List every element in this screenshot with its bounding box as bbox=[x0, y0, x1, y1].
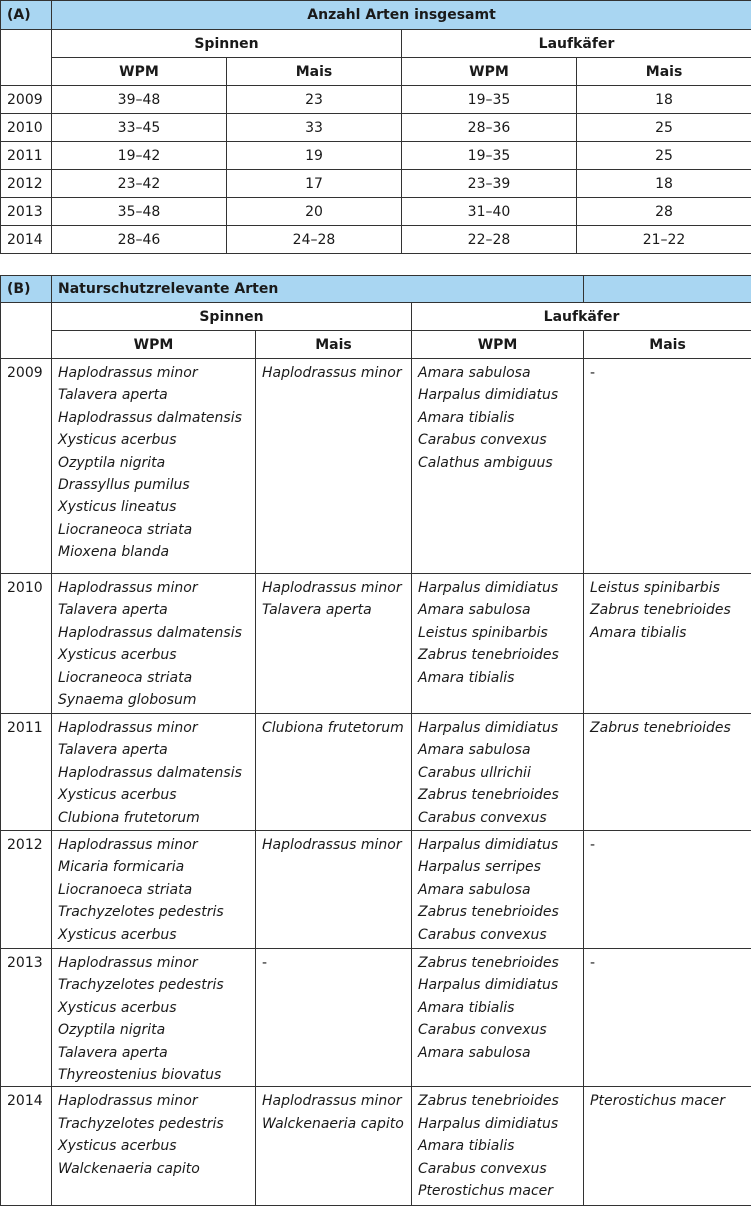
table-b-conservation-species bbox=[0, 275, 751, 1206]
species-name: Zabrus tenebrioides bbox=[418, 644, 577, 666]
species-cell bbox=[52, 949, 256, 1087]
table-a-row bbox=[1, 142, 751, 170]
species-name: Harpalus serripes bbox=[418, 856, 577, 878]
year-label: 2010 bbox=[7, 577, 51, 599]
species-name: Amara sabulosa bbox=[418, 362, 577, 384]
table-b-title: Naturschutzrelevante Arten bbox=[52, 276, 584, 303]
species-name: Talavera aperta bbox=[58, 1042, 249, 1064]
empty-dash: - bbox=[590, 952, 745, 974]
year-cell: 2013 bbox=[1, 198, 52, 226]
year-cell: 2011 bbox=[1, 142, 52, 170]
species-cell bbox=[52, 1087, 256, 1206]
value-cell: 19–42 bbox=[52, 142, 227, 170]
species-name: Liocraneoca striata bbox=[58, 519, 249, 541]
species-name: Haplodrassus minor bbox=[58, 1090, 249, 1112]
year-cell bbox=[1, 949, 52, 1087]
species-name: Thyreostenius biovatus bbox=[58, 1064, 249, 1086]
species-cell bbox=[52, 714, 256, 831]
species-name: Clubiona frutetorum bbox=[262, 717, 405, 739]
year-cell: 2009 bbox=[1, 86, 52, 114]
value-cell: 19–35 bbox=[402, 86, 577, 114]
species-cell bbox=[584, 714, 751, 831]
value-cell: 24–28 bbox=[227, 226, 402, 254]
value-cell: 25 bbox=[577, 142, 751, 170]
species-cell bbox=[52, 831, 256, 949]
species-name: Haplodrassus minor bbox=[58, 577, 249, 599]
table-b-row bbox=[1, 714, 751, 831]
value-cell: 25 bbox=[577, 114, 751, 142]
year-label: 2009 bbox=[7, 362, 51, 384]
species-name: Talavera aperta bbox=[58, 599, 249, 621]
table-a-subheader: WPM bbox=[402, 58, 577, 86]
species-cell bbox=[584, 949, 751, 1087]
species-name: Clubiona frutetorum bbox=[58, 807, 249, 829]
table-a-subheader: Mais bbox=[227, 58, 402, 86]
species-cell bbox=[412, 949, 584, 1087]
year-label: 2013 bbox=[7, 952, 51, 974]
species-name: Zabrus tenebrioides bbox=[418, 901, 577, 923]
year-label: 2012 bbox=[7, 834, 51, 856]
species-name: Ozyptila nigrita bbox=[58, 452, 249, 474]
table-b-title-empty bbox=[584, 276, 751, 303]
value-cell: 23–39 bbox=[402, 170, 577, 198]
species-cell bbox=[584, 574, 751, 714]
species-cell bbox=[584, 359, 751, 574]
species-name: Leistus spinibarbis bbox=[418, 622, 577, 644]
species-cell bbox=[412, 1087, 584, 1206]
table-b-row bbox=[1, 1087, 751, 1206]
table-a-empty-corner bbox=[1, 30, 52, 86]
species-name: Harpalus dimidiatus bbox=[418, 834, 577, 856]
species-name: Walckenaeria capito bbox=[262, 1113, 405, 1135]
table-b-subheader: WPM bbox=[412, 331, 584, 359]
species-name: Carabus convexus bbox=[418, 1019, 577, 1041]
value-cell: 33 bbox=[227, 114, 402, 142]
value-cell: 28–46 bbox=[52, 226, 227, 254]
value-cell: 31–40 bbox=[402, 198, 577, 226]
species-name: Amara tibialis bbox=[418, 1135, 577, 1157]
species-name: Zabrus tenebrioides bbox=[590, 599, 745, 621]
species-name: Amara tibialis bbox=[418, 997, 577, 1019]
species-name: Haplodrassus minor bbox=[262, 362, 405, 384]
table-a-row bbox=[1, 86, 751, 114]
species-name: Liocranoeca striata bbox=[58, 879, 249, 901]
species-name: Zabrus tenebrioides bbox=[418, 1090, 577, 1112]
species-name: Harpalus dimidiatus bbox=[418, 577, 577, 599]
table-a-row bbox=[1, 198, 751, 226]
species-name: Harpalus dimidiatus bbox=[418, 974, 577, 996]
value-cell: 39–48 bbox=[52, 86, 227, 114]
table-b-group-spinnen: Spinnen bbox=[52, 303, 412, 331]
table-b-group-laufkaefer: Laufkäfer bbox=[412, 303, 751, 331]
table-a-group-laufkaefer: Laufkäfer bbox=[402, 30, 751, 58]
value-cell: 18 bbox=[577, 86, 751, 114]
species-name: Haplodrassus minor bbox=[262, 1090, 405, 1112]
species-name: Haplodrassus minor bbox=[58, 952, 249, 974]
species-name: Trachyzelotes pedestris bbox=[58, 901, 249, 923]
value-cell: 33–45 bbox=[52, 114, 227, 142]
year-label: 2011 bbox=[7, 717, 51, 739]
species-name: Amara tibialis bbox=[418, 667, 577, 689]
species-name: Haplodrassus dalmatensis bbox=[58, 762, 249, 784]
table-a-row bbox=[1, 226, 751, 254]
value-cell: 22–28 bbox=[402, 226, 577, 254]
table-a-total-species bbox=[0, 0, 751, 278]
species-cell bbox=[256, 714, 412, 831]
value-cell: 35–48 bbox=[52, 198, 227, 226]
table-spacer bbox=[1, 254, 751, 278]
species-cell bbox=[256, 831, 412, 949]
table-a-row bbox=[1, 114, 751, 142]
species-name: Pterostichus macer bbox=[418, 1180, 577, 1202]
species-name: Walckenaeria capito bbox=[58, 1158, 249, 1180]
species-cell bbox=[412, 714, 584, 831]
species-name: Liocraneoca striata bbox=[58, 667, 249, 689]
table-a-group-spinnen: Spinnen bbox=[52, 30, 402, 58]
table-b-label: (B) bbox=[1, 276, 52, 303]
year-cell: 2012 bbox=[1, 170, 52, 198]
species-name: Carabus ullrichii bbox=[418, 762, 577, 784]
species-name: Calathus ambiguus bbox=[418, 452, 577, 474]
table-a-subheader: Mais bbox=[577, 58, 751, 86]
empty-dash: - bbox=[590, 834, 745, 856]
species-cell bbox=[412, 359, 584, 574]
table-b-row bbox=[1, 949, 751, 1087]
species-name: Haplodrassus dalmatensis bbox=[58, 622, 249, 644]
year-cell bbox=[1, 1087, 52, 1206]
species-name: Haplodrassus minor bbox=[262, 834, 405, 856]
year-cell: 2014 bbox=[1, 226, 52, 254]
species-name: Haplodrassus minor bbox=[58, 362, 249, 384]
species-name: Pterostichus macer bbox=[590, 1090, 745, 1112]
species-name: Xysticus acerbus bbox=[58, 429, 249, 451]
empty-dash: - bbox=[262, 952, 405, 974]
species-name: Mioxena blanda bbox=[58, 541, 249, 563]
value-cell: 20 bbox=[227, 198, 402, 226]
species-name: Carabus convexus bbox=[418, 924, 577, 946]
value-cell: 19 bbox=[227, 142, 402, 170]
species-cell bbox=[52, 359, 256, 574]
table-b-empty-corner bbox=[1, 303, 52, 359]
table-b-subheader: Mais bbox=[584, 331, 751, 359]
species-cell bbox=[584, 1087, 751, 1206]
table-b-row bbox=[1, 359, 751, 574]
year-label: 2014 bbox=[7, 1090, 51, 1112]
species-name: Talavera aperta bbox=[58, 739, 249, 761]
species-name: Amara sabulosa bbox=[418, 599, 577, 621]
species-cell bbox=[52, 574, 256, 714]
species-cell bbox=[256, 949, 412, 1087]
species-name: Amara sabulosa bbox=[418, 1042, 577, 1064]
year-cell bbox=[1, 574, 52, 714]
species-name: Leistus spinibarbis bbox=[590, 577, 745, 599]
species-name: Carabus convexus bbox=[418, 429, 577, 451]
species-name: Ozyptila nigrita bbox=[58, 1019, 249, 1041]
species-name: Haplodrassus minor bbox=[58, 717, 249, 739]
species-name: Xysticus acerbus bbox=[58, 644, 249, 666]
species-name: Amara sabulosa bbox=[418, 879, 577, 901]
species-name: Harpalus dimidiatus bbox=[418, 717, 577, 739]
species-name: Talavera aperta bbox=[262, 599, 405, 621]
table-a-subheader: WPM bbox=[52, 58, 227, 86]
value-cell: 17 bbox=[227, 170, 402, 198]
species-name: Xysticus lineatus bbox=[58, 496, 249, 518]
year-cell bbox=[1, 831, 52, 949]
species-name: Carabus convexus bbox=[418, 1158, 577, 1180]
species-name: Micaria formicaria bbox=[58, 856, 249, 878]
species-name: Haplodrassus minor bbox=[58, 834, 249, 856]
species-name: Synaema globosum bbox=[58, 689, 249, 711]
species-name: Zabrus tenebrioides bbox=[418, 784, 577, 806]
value-cell: 23 bbox=[227, 86, 402, 114]
value-cell: 19–35 bbox=[402, 142, 577, 170]
table-b-row bbox=[1, 831, 751, 949]
species-name: Haplodrassus minor bbox=[262, 577, 405, 599]
table-b-subheader: WPM bbox=[52, 331, 256, 359]
table-b-row bbox=[1, 574, 751, 714]
value-cell: 21–22 bbox=[577, 226, 751, 254]
species-name: Harpalus dimidiatus bbox=[418, 384, 577, 406]
year-cell bbox=[1, 359, 52, 574]
species-cell bbox=[256, 1087, 412, 1206]
value-cell: 23–42 bbox=[52, 170, 227, 198]
species-name: Zabrus tenebrioides bbox=[418, 952, 577, 974]
species-name: Zabrus tenebrioides bbox=[590, 717, 745, 739]
value-cell: 28 bbox=[577, 198, 751, 226]
species-name: Xysticus acerbus bbox=[58, 924, 249, 946]
species-name: Talavera aperta bbox=[58, 384, 249, 406]
species-name: Amara tibialis bbox=[590, 622, 745, 644]
species-cell bbox=[584, 831, 751, 949]
species-name: Carabus convexus bbox=[418, 807, 577, 829]
value-cell: 28–36 bbox=[402, 114, 577, 142]
year-cell bbox=[1, 714, 52, 831]
species-name: Harpalus dimidiatus bbox=[418, 1113, 577, 1135]
species-cell bbox=[412, 831, 584, 949]
species-cell bbox=[256, 359, 412, 574]
value-cell: 18 bbox=[577, 170, 751, 198]
empty-dash: - bbox=[590, 362, 745, 384]
species-name: Trachyzelotes pedestris bbox=[58, 974, 249, 996]
table-a-label: (A) bbox=[1, 1, 52, 30]
species-cell bbox=[256, 574, 412, 714]
species-name: Amara sabulosa bbox=[418, 739, 577, 761]
species-name: Drassyllus pumilus bbox=[58, 474, 249, 496]
species-name: Xysticus acerbus bbox=[58, 997, 249, 1019]
species-name: Xysticus acerbus bbox=[58, 1135, 249, 1157]
year-cell: 2010 bbox=[1, 114, 52, 142]
species-name: Amara tibialis bbox=[418, 407, 577, 429]
species-cell bbox=[412, 574, 584, 714]
species-name: Haplodrassus dalmatensis bbox=[58, 407, 249, 429]
table-a-title: Anzahl Arten insgesamt bbox=[52, 1, 751, 30]
species-name: Trachyzelotes pedestris bbox=[58, 1113, 249, 1135]
table-b-subheader: Mais bbox=[256, 331, 412, 359]
table-a-row bbox=[1, 170, 751, 198]
species-name: Xysticus acerbus bbox=[58, 784, 249, 806]
